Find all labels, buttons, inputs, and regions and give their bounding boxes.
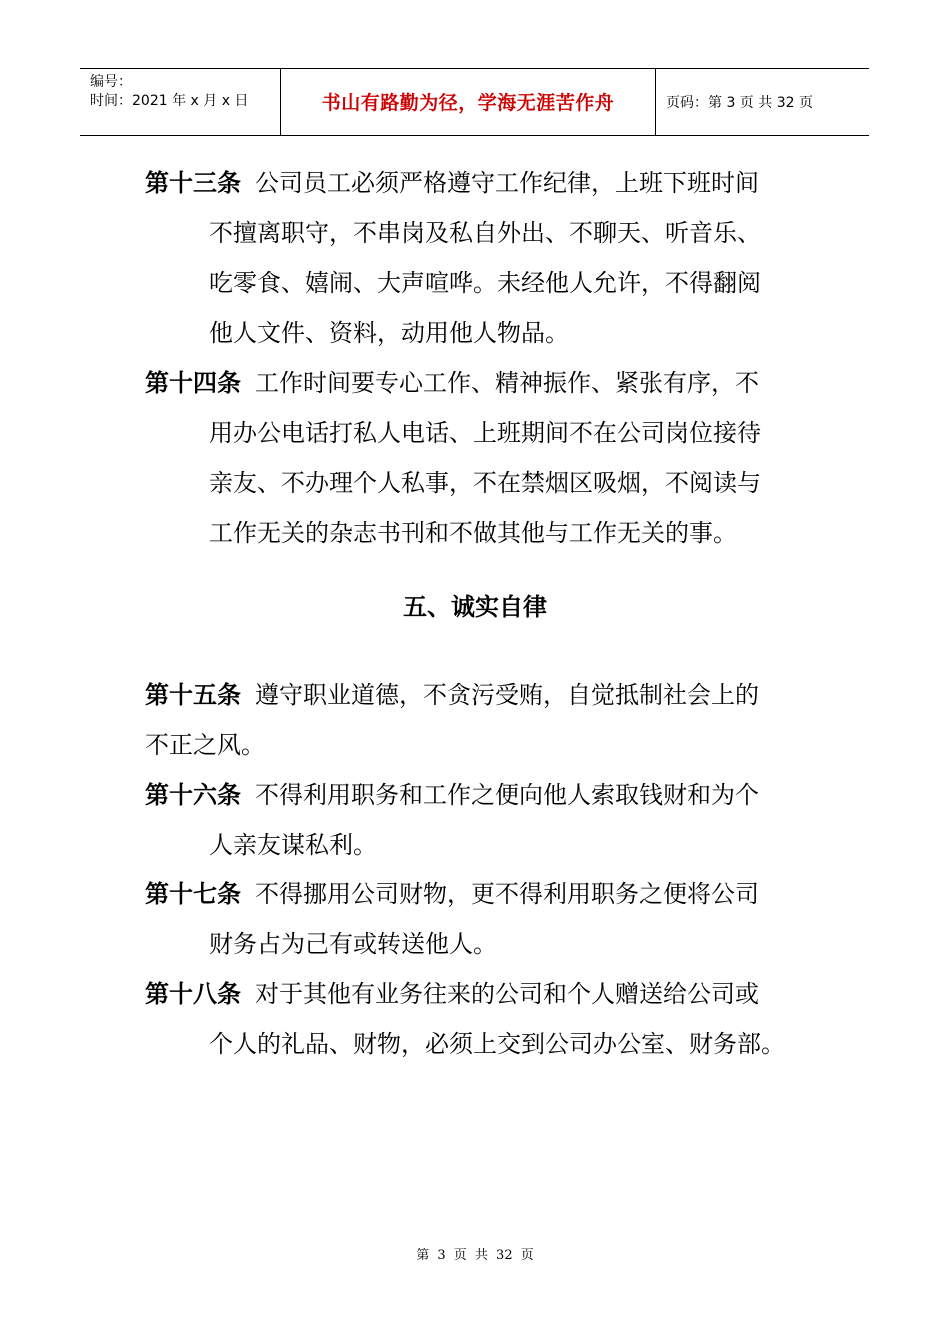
article-16 <box>145 770 835 870</box>
article-text: 不正之风。 <box>145 731 265 759</box>
header-page-info: 页码：第 3 页 共 32 页 <box>666 95 813 111</box>
article-text: 不得挪用公司财物，更不得利用职务之便将公司 <box>255 880 759 908</box>
article-text: 不擅离职守，不串岗及私自外出、不聊天、听音乐、 <box>209 219 761 247</box>
article-text: 工作时间要专心工作、精神振作、紧张有序，不 <box>255 369 759 397</box>
article-text: 个人的礼品、财物，必须上交到公司办公室、财务部。 <box>209 1030 785 1058</box>
article-label: 第十四条 <box>145 369 241 397</box>
page-footer: 第 3 页 共 32 页 <box>416 1248 534 1263</box>
article-label: 第十三条 <box>145 169 241 197</box>
article-text: 财务占为己有或转送他人。 <box>209 930 497 958</box>
article-text: 人亲友谋私利。 <box>209 831 377 859</box>
article-text: 公司员工必须严格遵守工作纪律，上班下班时间 <box>255 169 759 197</box>
article-text: 对于其他有业务往来的公司和个人赠送给公司或 <box>255 980 759 1008</box>
article-text: 遵守职业道德，不贪污受贿，自觉抵制社会上的 <box>255 681 759 709</box>
article-label: 第十八条 <box>145 980 241 1008</box>
number-label: 编号： <box>90 74 132 90</box>
section-title: 五、诚实自律 <box>403 593 547 621</box>
article-label: 第十五条 <box>145 681 241 709</box>
article-18 <box>145 969 835 1069</box>
article-text: 用办公电话打私人电话、上班期间不在公司岗位接待 <box>209 419 761 447</box>
article-text: 亲友、不办理个人私事，不在禁烟区吸烟，不阅读与 <box>209 469 761 497</box>
time-label: 时间：2021 年 x 月 x 日 <box>90 93 249 109</box>
article-13 <box>145 158 835 358</box>
article-14 <box>145 358 835 558</box>
article-text: 吃零食、嬉闹、大声喧哗。未经他人允许，不得翻阅 <box>209 269 761 297</box>
article-text: 不得利用职务和工作之便向他人索取钱财和为个 <box>255 781 759 809</box>
article-text: 他人文件、资料，动用他人物品。 <box>209 319 569 347</box>
article-label: 第十七条 <box>145 880 241 908</box>
document-header <box>80 68 869 136</box>
article-text: 工作无关的杂志书刊和不做其他与工作无关的事。 <box>209 519 737 547</box>
article-15 <box>145 670 835 770</box>
header-meta <box>80 69 281 135</box>
article-17 <box>145 869 835 969</box>
header-motto: 书山有路勤为径，学海无涯苦作舟 <box>281 69 656 135</box>
article-label: 第十六条 <box>145 781 241 809</box>
